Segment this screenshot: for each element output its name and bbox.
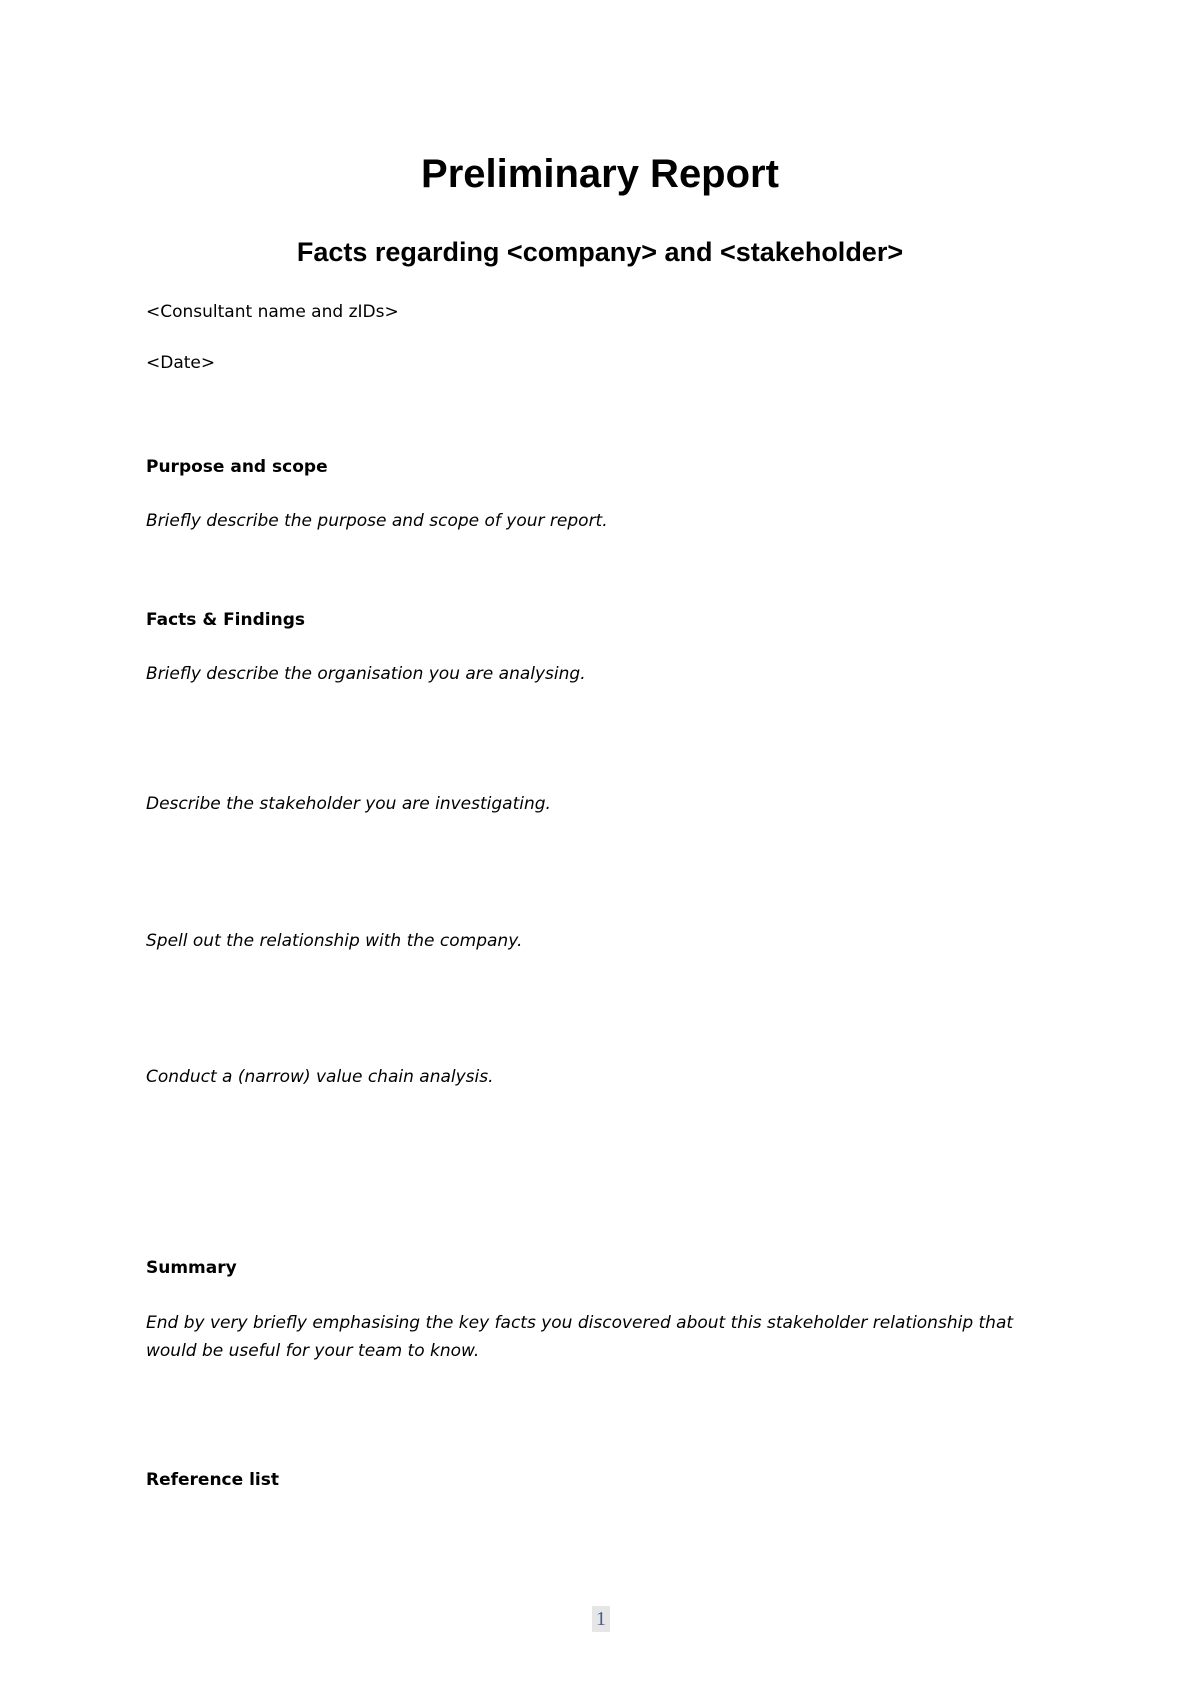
relationship-instruction: Spell out the relationship with the company. — [146, 931, 523, 951]
facts-heading: Facts & Findings — [146, 610, 306, 630]
consultant-placeholder: <Consultant name and zIDs> — [146, 302, 399, 322]
summary-instruction: End by very briefly emphasising the key facts you discovered about this stakeholder relationship that would be useful for your team to know. — [146, 1313, 1014, 1361]
stakeholder-instruction: Describe the stakeholder you are investigating. — [146, 794, 551, 814]
document-title: Preliminary Report — [421, 152, 779, 196]
page-number: 1 — [592, 1606, 610, 1632]
summary-heading: Summary — [146, 1258, 237, 1278]
value-chain-instruction: Conduct a (narrow) value chain analysis. — [146, 1067, 494, 1087]
purpose-instruction: Briefly describe the purpose and scope of your report. — [146, 511, 608, 531]
date-placeholder: <Date> — [146, 353, 216, 373]
organisation-instruction: Briefly describe the organisation you are analysing. — [146, 664, 586, 684]
reference-list-heading: Reference list — [146, 1470, 279, 1490]
purpose-heading: Purpose and scope — [146, 457, 328, 477]
document-subtitle: Facts regarding <company> and <stakeholder> — [296, 237, 904, 267]
